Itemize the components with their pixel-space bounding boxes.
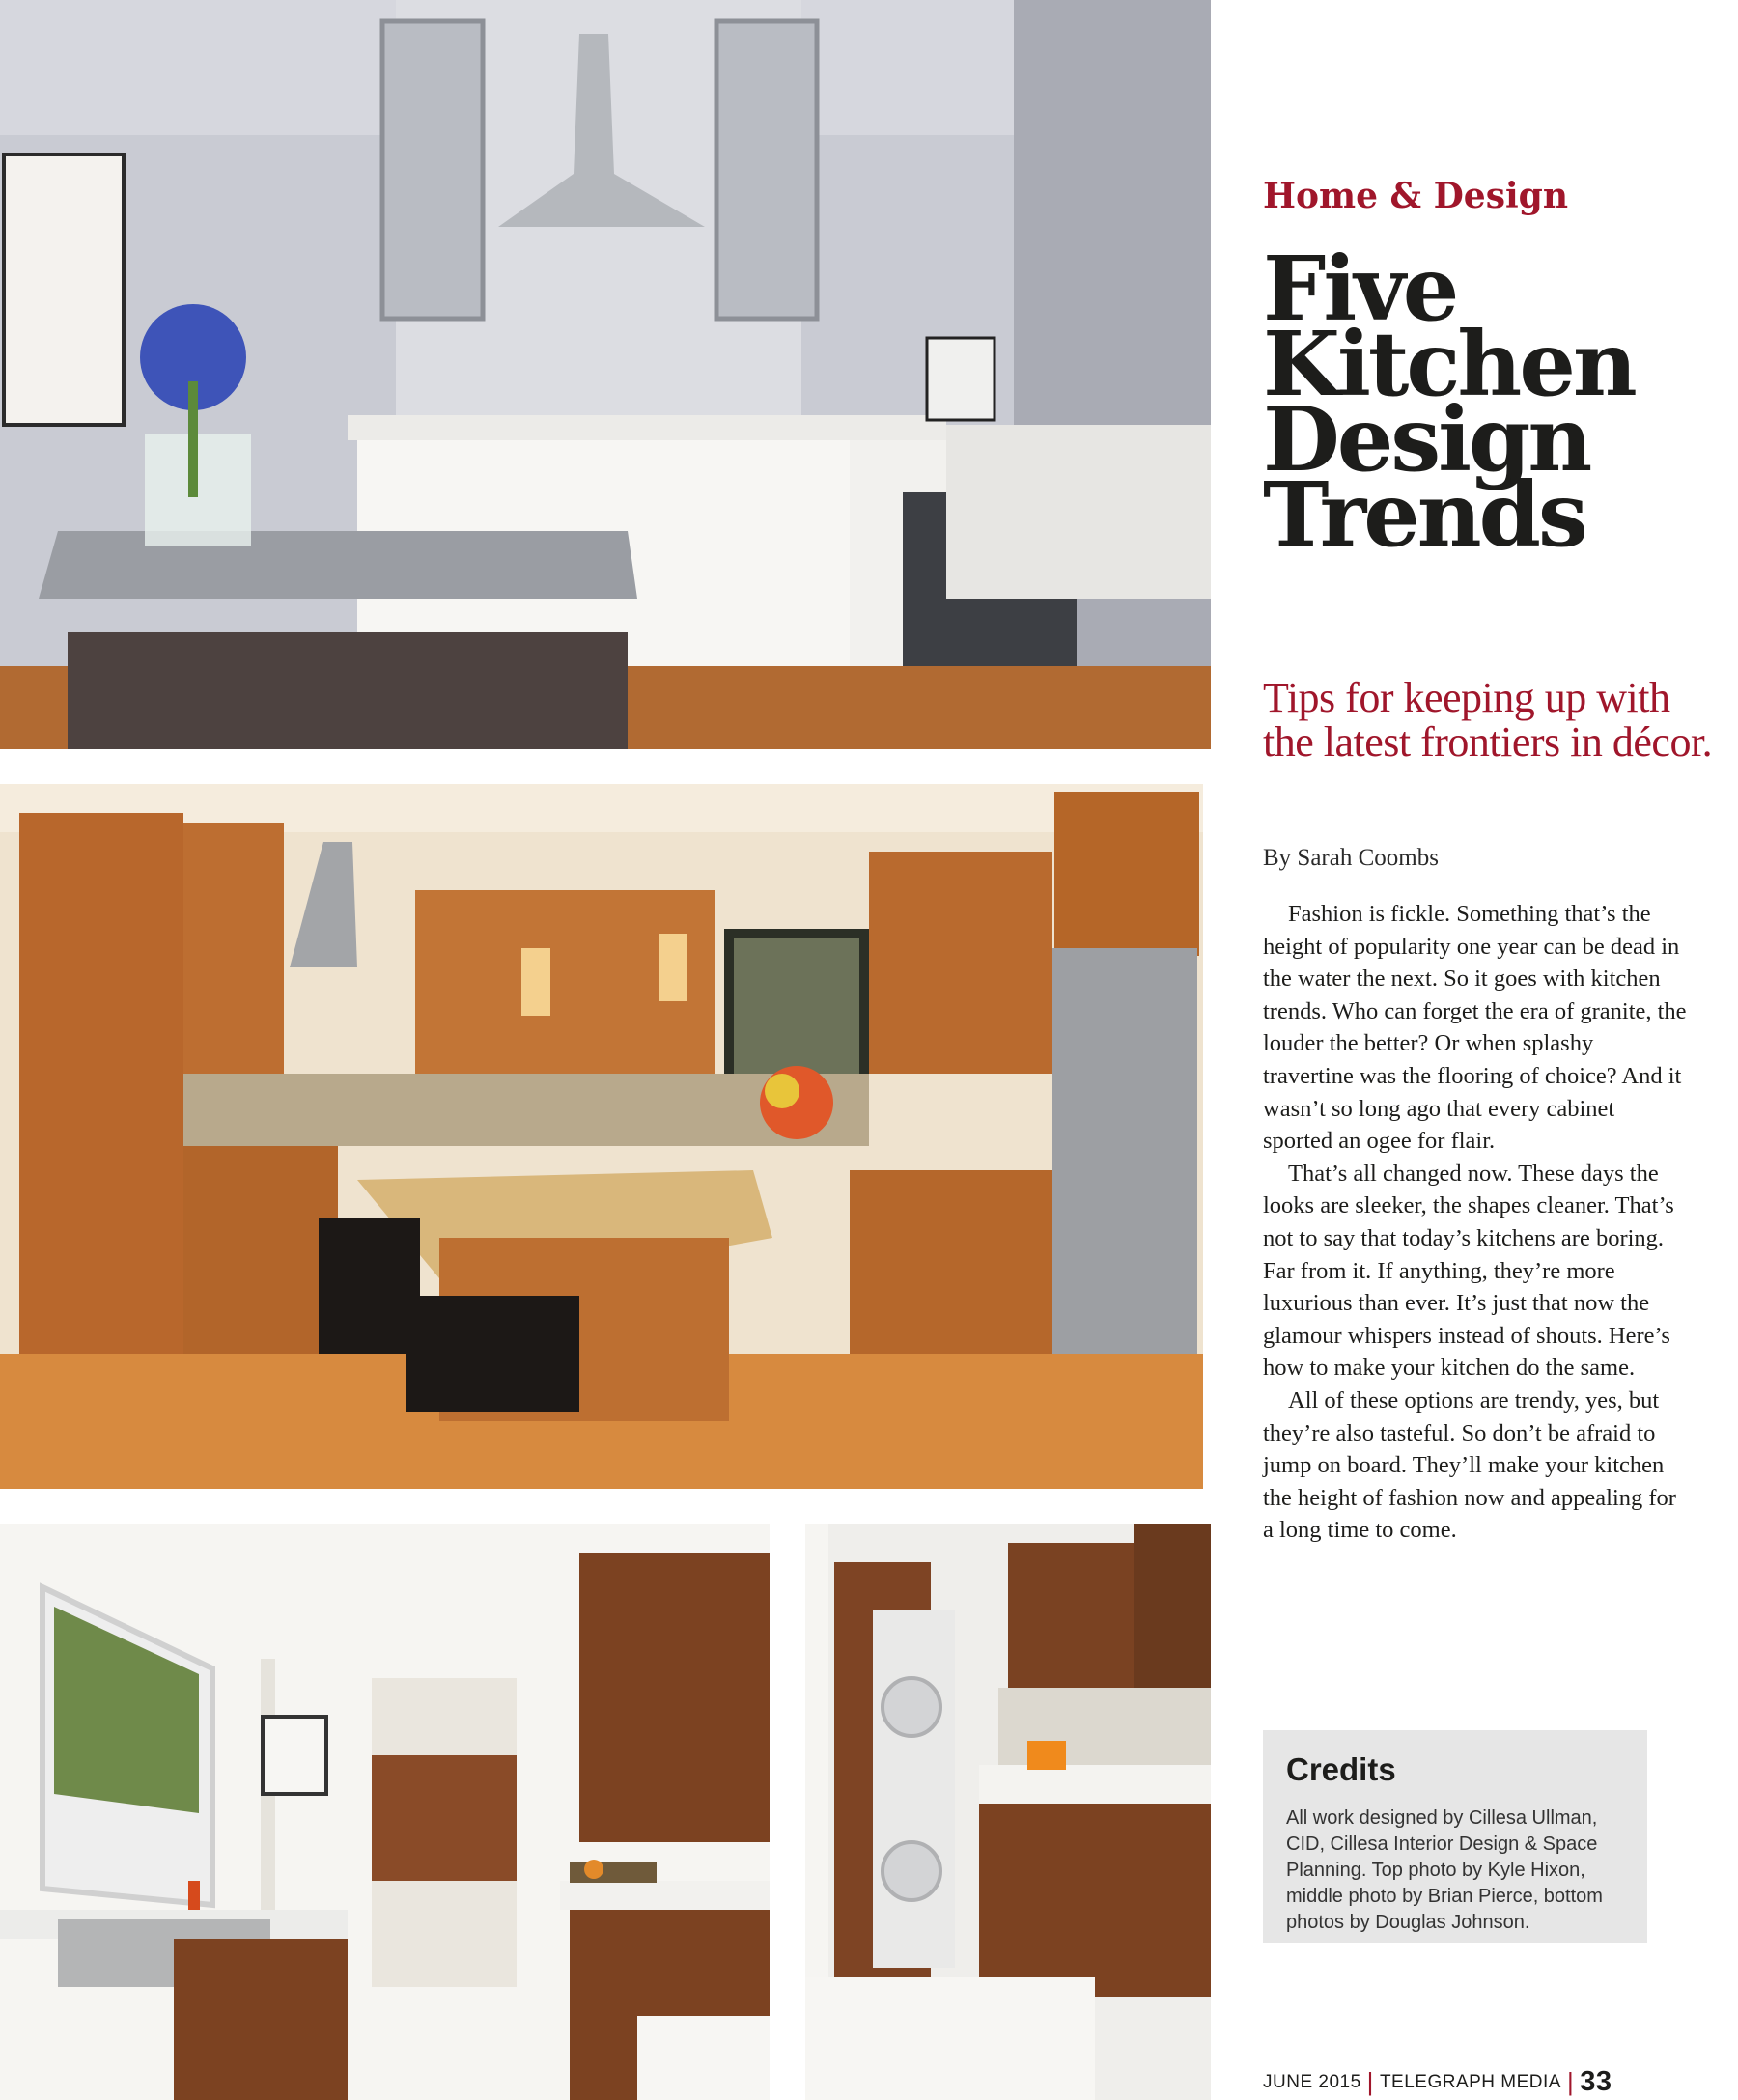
page-footer	[1263, 2066, 1612, 2098]
article-body	[1263, 898, 1688, 1547]
page-number: 33	[1580, 2066, 1612, 2097]
photo-bottom-right-laundry-nook	[805, 1524, 1211, 2100]
body-paragraph-1: Fashion is fickle. Something that’s the height of popularity one year can be dead in the water the next. So it goes with kitchen trends. Who can forget the era of granite, the louder the better? Or when splashy travertine was the flooring of choice? And it wasn’t so long ago that every cabinet sported an ogee for flair.	[1263, 901, 1687, 1155]
credits-text: All work designed by Cillesa Ullman, CID, Cillesa Interior Design & Space Planning. Top photo by Kyle Hixon, middle photo by Brian Pierce, bottom photos by Douglas Johnson.	[1286, 1807, 1603, 1933]
headline	[1263, 237, 1726, 567]
headline-line-1: Five	[1263, 237, 1457, 341]
headline-line-3: Design	[1263, 387, 1590, 491]
photo-bottom-left-walnut-kitchen	[0, 1524, 770, 2100]
section-label: Home & Design	[1263, 176, 1569, 216]
headline-line-4: Trends	[1263, 462, 1585, 567]
footer-date: JUNE 2015	[1263, 2072, 1361, 2092]
footer-publication: TELEGRAPH MEDIA	[1379, 2072, 1561, 2092]
footer-separator: |	[1366, 2067, 1374, 2096]
footer-separator: |	[1566, 2067, 1575, 2096]
byline: By Sarah Coombs	[1263, 845, 1439, 871]
photo-top-white-kitchen	[0, 0, 1211, 749]
article-column	[1263, 0, 1738, 2100]
photo-middle-wood-kitchen	[0, 784, 1203, 1489]
credits-title: Credits	[1286, 1751, 1396, 1787]
deck: Tips for keeping up with the latest frontiers in décor.	[1263, 674, 1713, 766]
credits-box	[1263, 1730, 1647, 1943]
body-paragraph-2: That’s all changed now. These days the looks are sleeker, the shapes cleaner. That’s not to say that today’s kitchens are boring. Far from it. If anything, they’re more luxurious than ever. It’s just that now the glamour whispers instead of shouts. Here’s how to make your kitchen do the same.	[1263, 1160, 1674, 1382]
headline-line-2: Kitchen	[1263, 312, 1635, 416]
body-paragraph-3: All of these options are trendy, yes, but they’re also tasteful. So don’t be afraid to jump on board. They’ll make your kitchen the height of fashion now and appealing for a long time to come.	[1263, 1386, 1676, 1544]
